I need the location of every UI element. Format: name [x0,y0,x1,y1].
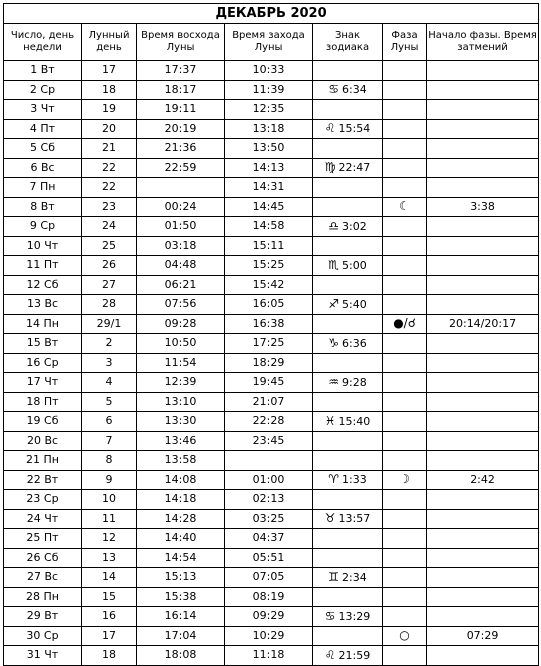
lunar-day-cell: 8 [82,451,137,471]
table-row [4,80,539,100]
zodiac-cell [313,178,383,198]
date-cell: 1 Вт [4,61,82,81]
lunar-day-cell: 28 [82,295,137,315]
zodiac-cell [313,119,383,139]
moonset-cell: 14:31 [225,178,313,198]
moonset-cell: 18:29 [225,353,313,373]
phase-cell [383,217,427,237]
moonrise-cell: 17:04 [137,626,225,646]
zodiac-time: 5:40 [342,297,367,311]
moonrise-cell: 18:08 [137,646,225,666]
zodiac-cell [313,529,383,549]
phase-start-cell [427,295,539,315]
date-cell: 4 Пт [4,119,82,139]
phase-start-cell [427,529,539,549]
phase-start-cell [427,178,539,198]
moonset-cell: 11:39 [225,80,313,100]
phase-start-cell [427,139,539,159]
zodiac-cell [313,256,383,276]
phase-cell [383,197,427,217]
lunar-day-cell: 22 [82,178,137,198]
lunar-day-cell: 18 [82,80,137,100]
moonset-cell: 21:07 [225,392,313,412]
zodiac-sign-icon: ♌ [324,121,336,136]
phase-cell [383,626,427,646]
phase-start-cell [427,431,539,451]
moon-phase-icon: ●/☌ [393,316,416,331]
moonrise-cell: 22:59 [137,158,225,178]
zodiac-cell [313,431,383,451]
phase-cell [383,646,427,666]
moonset-cell [225,451,313,471]
date-cell: 5 Сб [4,139,82,159]
moonrise-cell: 14:28 [137,509,225,529]
moonrise-cell: 04:48 [137,256,225,276]
moonset-cell: 15:11 [225,236,313,256]
zodiac-time: 1:33 [342,473,367,487]
phase-cell [383,158,427,178]
zodiac-sign-icon: ♍ [324,160,336,175]
zodiac-sign-icon: ♒ [328,374,340,389]
zodiac-cell [313,587,383,607]
table-row [4,295,539,315]
table-row [4,100,539,120]
zodiac-time: 22:47 [338,161,371,175]
moonrise-cell: 14:18 [137,490,225,510]
date-cell: 17 Чт [4,373,82,393]
lunar-day-cell: 9 [82,470,137,490]
date-cell: 16 Ср [4,353,82,373]
lunar-day-cell: 10 [82,490,137,510]
moonrise-cell: 07:56 [137,295,225,315]
moonset-cell: 16:38 [225,314,313,334]
table-row [4,256,539,276]
phase-cell [383,61,427,81]
phase-cell [383,568,427,588]
moonset-cell: 10:33 [225,61,313,81]
moonrise-cell: 09:28 [137,314,225,334]
zodiac-cell [313,236,383,256]
date-cell: 11 Пт [4,256,82,276]
date-cell: 28 Пн [4,587,82,607]
date-cell: 21 Пн [4,451,82,471]
zodiac-sign-icon: ♉ [324,511,336,526]
lunar-day-cell: 17 [82,61,137,81]
moonset-cell: 01:00 [225,470,313,490]
phase-cell [383,587,427,607]
phase-start-cell [427,119,539,139]
zodiac-time: 5:00 [342,258,367,272]
zodiac-cell [313,490,383,510]
phase-cell [383,178,427,198]
moonrise-cell: 15:13 [137,568,225,588]
table-row [4,353,539,373]
moonrise-cell: 01:50 [137,217,225,237]
phase-start-cell: 3:38 [427,197,539,217]
table-row [4,646,539,666]
moonrise-cell: 14:08 [137,470,225,490]
lunar-day-cell: 23 [82,197,137,217]
moonset-cell: 05:51 [225,548,313,568]
moon-phase-icon: ○ [399,628,410,643]
table-row [4,568,539,588]
moonrise-cell: 19:11 [137,100,225,120]
zodiac-cell [313,646,383,666]
table-body [4,61,539,666]
phase-start-cell [427,61,539,81]
table-row [4,314,539,334]
zodiac-time: 15:40 [338,414,371,428]
zodiac-cell [313,217,383,237]
phase-start-cell: 2:42 [427,470,539,490]
phase-start-cell [427,236,539,256]
zodiac-sign-icon: ♊ [328,569,340,584]
zodiac-time: 2:34 [342,570,367,584]
zodiac-cell [313,334,383,354]
moonrise-cell: 13:10 [137,392,225,412]
lunar-day-cell: 25 [82,236,137,256]
column-header-moonrise: Время восхода Луны [137,24,225,61]
zodiac-time: 6:34 [342,83,367,97]
zodiac-cell [313,451,383,471]
zodiac-cell [313,80,383,100]
phase-cell [383,548,427,568]
phase-start-cell [427,275,539,295]
phase-cell [383,392,427,412]
phase-start-cell [427,373,539,393]
moonset-cell: 12:35 [225,100,313,120]
date-cell: 22 Вт [4,470,82,490]
table-row [4,431,539,451]
moonrise-cell: 06:21 [137,275,225,295]
phase-start-cell [427,548,539,568]
phase-start-cell [427,353,539,373]
moonset-cell: 10:29 [225,626,313,646]
moonrise-cell: 20:19 [137,119,225,139]
column-header-moonset: Время захода Луны [225,24,313,61]
zodiac-sign-icon: ♌ [324,647,336,662]
table-row [4,236,539,256]
lunar-day-cell: 29/1 [82,314,137,334]
date-cell: 15 Вт [4,334,82,354]
zodiac-cell [313,607,383,627]
moon-calendar [3,3,539,666]
moonrise-cell: 12:39 [137,373,225,393]
moonset-cell: 09:29 [225,607,313,627]
zodiac-time: 6:36 [342,336,367,350]
lunar-day-cell: 24 [82,217,137,237]
phase-start-cell: 20:14/20:17 [427,314,539,334]
phase-cell [383,295,427,315]
zodiac-cell [313,568,383,588]
zodiac-sign-icon: ♏ [328,257,340,272]
lunar-day-cell: 2 [82,334,137,354]
date-cell: 12 Сб [4,275,82,295]
lunar-day-cell: 16 [82,607,137,627]
phase-start-cell [427,80,539,100]
zodiac-sign-icon: ♋ [324,608,336,623]
column-header-zodiac: Знак зодиака [313,24,383,61]
moonset-cell: 23:45 [225,431,313,451]
moon-phase-icon: ☽ [399,472,410,487]
phase-start-cell [427,509,539,529]
date-cell: 14 Пн [4,314,82,334]
phase-cell [383,412,427,432]
lunar-day-cell: 11 [82,509,137,529]
date-cell: 10 Чт [4,236,82,256]
moon-calendar-table [3,3,539,666]
zodiac-time: 3:02 [342,219,367,233]
lunar-day-cell: 4 [82,373,137,393]
phase-start-cell: 07:29 [427,626,539,646]
moonset-cell: 08:19 [225,587,313,607]
zodiac-sign-icon: ♋ [328,82,340,97]
table-row [4,373,539,393]
zodiac-cell [313,392,383,412]
zodiac-sign-icon: ♎ [328,218,340,233]
zodiac-cell [313,373,383,393]
phase-start-cell [427,451,539,471]
zodiac-sign-icon: ♑ [328,335,340,350]
zodiac-cell [313,197,383,217]
table-row [4,529,539,549]
phase-cell [383,451,427,471]
zodiac-cell [313,548,383,568]
moonset-cell: 04:37 [225,529,313,549]
zodiac-sign-icon: ♐ [328,296,340,311]
table-row [4,275,539,295]
column-header-lunar-day: Лунный день [82,24,137,61]
column-header-phase: Фаза Луны [383,24,427,61]
date-cell: 3 Чт [4,100,82,120]
moonrise-cell: 13:46 [137,431,225,451]
phase-start-cell [427,568,539,588]
date-cell: 30 Ср [4,626,82,646]
moonrise-cell: 18:17 [137,80,225,100]
date-cell: 24 Чт [4,509,82,529]
lunar-day-cell: 13 [82,548,137,568]
phase-start-cell [427,334,539,354]
lunar-day-cell: 5 [82,392,137,412]
date-cell: 18 Пт [4,392,82,412]
phase-cell [383,119,427,139]
moonset-cell: 19:45 [225,373,313,393]
zodiac-cell [313,353,383,373]
moonset-cell: 13:18 [225,119,313,139]
phase-start-cell [427,256,539,276]
table-row [4,139,539,159]
phase-cell [383,490,427,510]
lunar-day-cell: 15 [82,587,137,607]
moonrise-cell: 13:58 [137,451,225,471]
table-row [4,470,539,490]
phase-cell [383,470,427,490]
phase-cell [383,373,427,393]
moonrise-cell: 10:50 [137,334,225,354]
moonset-cell: 17:25 [225,334,313,354]
lunar-day-cell: 12 [82,529,137,549]
phase-cell [383,275,427,295]
moonset-cell: 14:45 [225,197,313,217]
table-row [4,626,539,646]
date-cell: 27 Вс [4,568,82,588]
table-row [4,158,539,178]
moonset-cell: 03:25 [225,509,313,529]
zodiac-time: 13:29 [338,609,371,623]
lunar-day-cell: 7 [82,431,137,451]
phase-start-cell [427,100,539,120]
column-header-date: Число, день недели [4,24,82,61]
moonrise-cell: 16:14 [137,607,225,627]
lunar-day-cell: 22 [82,158,137,178]
phase-start-cell [427,607,539,627]
phase-start-cell [427,392,539,412]
column-header-phase-start: Начало фазы. Время затмений [427,24,539,61]
zodiac-cell [313,61,383,81]
table-title: ДЕКАБРЬ 2020 [4,4,539,24]
table-row [4,451,539,471]
zodiac-time: 13:57 [338,512,371,526]
phase-cell [383,236,427,256]
moonset-cell: 16:05 [225,295,313,315]
table-row [4,587,539,607]
date-cell: 6 Вс [4,158,82,178]
moonrise-cell: 11:54 [137,353,225,373]
phase-start-cell [427,158,539,178]
table-row [4,392,539,412]
moonrise-cell: 14:40 [137,529,225,549]
phase-cell [383,80,427,100]
table-row [4,509,539,529]
zodiac-time: 9:28 [342,375,367,389]
moon-phase-icon: ☾ [399,199,410,214]
phase-cell [383,314,427,334]
zodiac-cell [313,139,383,159]
zodiac-cell [313,158,383,178]
zodiac-cell [313,100,383,120]
lunar-day-cell: 20 [82,119,137,139]
moonset-cell: 22:28 [225,412,313,432]
lunar-day-cell: 26 [82,256,137,276]
lunar-day-cell: 21 [82,139,137,159]
phase-cell [383,334,427,354]
moonrise-cell: 00:24 [137,197,225,217]
phase-start-cell [427,646,539,666]
phase-start-cell [427,412,539,432]
table-row [4,548,539,568]
date-cell: 26 Сб [4,548,82,568]
lunar-day-cell: 6 [82,412,137,432]
zodiac-cell [313,412,383,432]
lunar-day-cell: 17 [82,626,137,646]
date-cell: 20 Вс [4,431,82,451]
moonset-cell: 15:42 [225,275,313,295]
phase-cell [383,100,427,120]
moonset-cell: 14:13 [225,158,313,178]
table-row [4,490,539,510]
moonrise-cell: 03:18 [137,236,225,256]
date-cell: 8 Вт [4,197,82,217]
moonset-cell: 07:05 [225,568,313,588]
moonset-cell: 15:25 [225,256,313,276]
date-cell: 9 Ср [4,217,82,237]
zodiac-sign-icon: ♓ [324,413,336,428]
zodiac-cell [313,275,383,295]
date-cell: 31 Чт [4,646,82,666]
zodiac-cell [313,509,383,529]
phase-cell [383,139,427,159]
zodiac-cell [313,314,383,334]
date-cell: 25 Пт [4,529,82,549]
phase-cell [383,607,427,627]
table-row [4,178,539,198]
phase-cell [383,256,427,276]
phase-cell [383,529,427,549]
phase-cell [383,353,427,373]
table-row [4,334,539,354]
table-row [4,412,539,432]
moonrise-cell: 15:38 [137,587,225,607]
table-row [4,217,539,237]
lunar-day-cell: 18 [82,646,137,666]
zodiac-time: 21:59 [338,648,371,662]
moonset-cell: 14:58 [225,217,313,237]
table-row [4,607,539,627]
zodiac-cell [313,295,383,315]
zodiac-sign-icon: ♈ [328,472,340,487]
lunar-day-cell: 27 [82,275,137,295]
moonset-cell: 13:50 [225,139,313,159]
zodiac-cell [313,470,383,490]
moonset-cell: 02:13 [225,490,313,510]
lunar-day-cell: 3 [82,353,137,373]
table-row [4,197,539,217]
table-row [4,119,539,139]
phase-cell [383,509,427,529]
moonset-cell: 11:18 [225,646,313,666]
table-row [4,61,539,81]
zodiac-time: 15:54 [338,122,371,136]
date-cell: 2 Ср [4,80,82,100]
date-cell: 13 Вс [4,295,82,315]
date-cell: 7 Пн [4,178,82,198]
phase-cell [383,431,427,451]
date-cell: 23 Ср [4,490,82,510]
moonrise-cell: 17:37 [137,61,225,81]
zodiac-cell [313,626,383,646]
date-cell: 19 Сб [4,412,82,432]
date-cell: 29 Вт [4,607,82,627]
moonrise-cell: 13:30 [137,412,225,432]
phase-start-cell [427,217,539,237]
phase-start-cell [427,490,539,510]
phase-start-cell [427,587,539,607]
lunar-day-cell: 14 [82,568,137,588]
moonrise-cell: 14:54 [137,548,225,568]
moonrise-cell [137,178,225,198]
lunar-day-cell: 19 [82,100,137,120]
moonrise-cell: 21:36 [137,139,225,159]
